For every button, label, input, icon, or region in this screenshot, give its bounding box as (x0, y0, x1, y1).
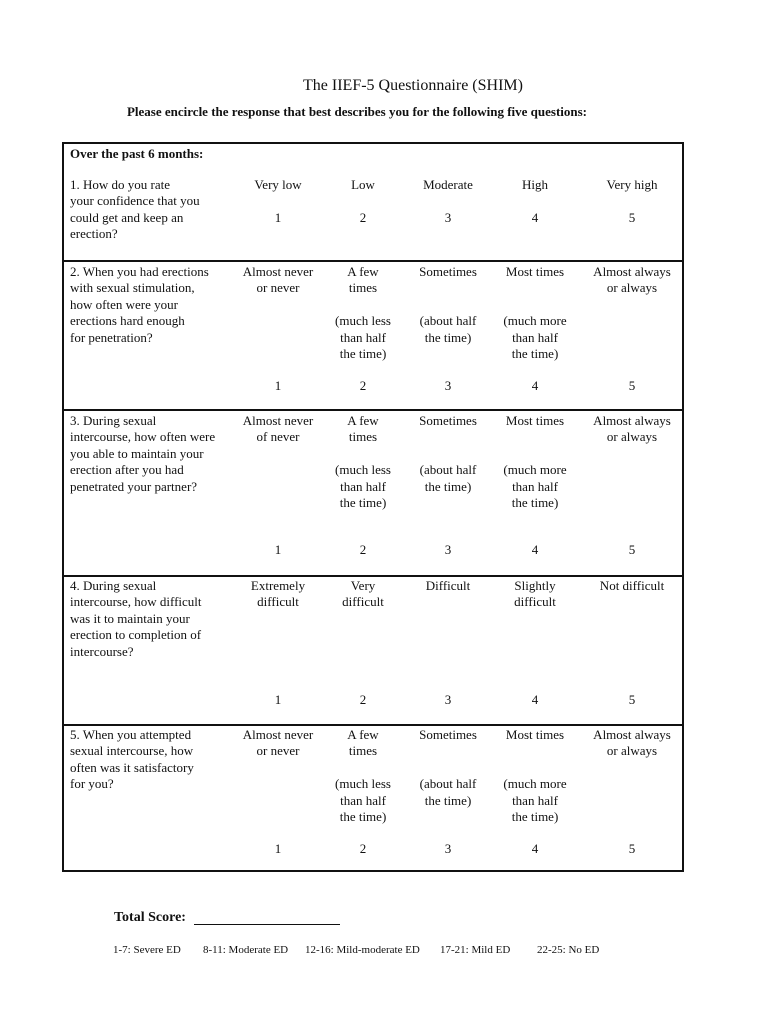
option-score[interactable]: 5 (628, 210, 636, 225)
question-row-3 (64, 409, 682, 575)
option-label: Sometimes (about half the time) (419, 264, 477, 345)
option-score[interactable]: 3 (444, 841, 452, 856)
option-score[interactable]: 3 (444, 210, 452, 225)
option-label: Very difficult (342, 578, 384, 610)
instruction-text: Please encircle the response that best describes you for the following five questions: (126, 104, 587, 119)
option-label: Difficult (425, 578, 471, 593)
option-label: Most times (much more than half the time) (503, 264, 567, 362)
question-text: 3. During sexual intercourse, how often were you able to maintain your erection after you had penetrated your partner? (70, 413, 216, 494)
option-label: Almost never of never (242, 413, 314, 445)
option-score[interactable]: 5 (628, 692, 636, 707)
option-label: Very high (606, 177, 658, 192)
option-score[interactable]: 4 (531, 692, 539, 707)
option-score[interactable]: 1 (274, 692, 282, 707)
option-label: Most times (much more than half the time) (503, 413, 567, 511)
question-text: 1. How do you rate your confidence that you could get and keep an erection? (70, 177, 200, 242)
option-score[interactable]: 2 (359, 692, 367, 707)
option-score[interactable]: 3 (444, 378, 452, 393)
option-score[interactable]: 2 (359, 378, 367, 393)
option-score[interactable]: 5 (628, 542, 636, 557)
option-label: Almost always or always (593, 413, 671, 445)
option-label: Extremely difficult (250, 578, 306, 610)
total-score-blank[interactable] (194, 924, 340, 925)
option-score[interactable]: 4 (531, 378, 539, 393)
option-score[interactable]: 1 (274, 210, 282, 225)
total-score-label: Total Score: (114, 910, 186, 925)
option-score[interactable]: 1 (274, 841, 282, 856)
option-label: Low (351, 177, 375, 192)
option-label: Slightly difficult (514, 578, 556, 610)
legend-item-severe: 1-7: Severe ED (113, 944, 181, 956)
option-label: Sometimes (about half the time) (419, 413, 477, 494)
legend-item-mild: 17-21: Mild ED (440, 944, 511, 956)
option-label: Almost never or never (242, 727, 314, 759)
option-label: Moderate (423, 177, 473, 192)
option-label: A few times (much less than half the time) (335, 727, 391, 825)
legend-item-no-ed: 22-25: No ED (537, 944, 600, 956)
question-row-4 (64, 575, 682, 724)
option-score[interactable]: 2 (359, 542, 367, 557)
question-row-5 (64, 724, 682, 872)
question-text: 5. When you attempted sexual intercourse, how often was it satisfactory for you? (70, 727, 194, 792)
legend-item-moderate: 8-11: Moderate ED (203, 944, 289, 956)
question-text: 4. During sexual intercourse, how difficult was it to maintain your erection to completion of intercourse? (70, 578, 202, 659)
option-label: Not difficult (599, 578, 665, 593)
option-label: Almost never or never (242, 264, 314, 296)
option-score[interactable]: 4 (531, 542, 539, 557)
questionnaire-table (62, 142, 684, 872)
option-score[interactable]: 5 (628, 841, 636, 856)
option-score[interactable]: 3 (444, 542, 452, 557)
period-header: Over the past 6 months: (70, 146, 204, 161)
legend-item-mild-moderate: 12-16: Mild-moderate ED (305, 944, 420, 956)
question-row-2 (64, 260, 682, 409)
option-label: A few times (much less than half the time) (335, 413, 391, 511)
option-score[interactable]: 2 (359, 210, 367, 225)
question-row-1 (64, 144, 682, 260)
option-score[interactable]: 2 (359, 841, 367, 856)
option-label: Sometimes (about half the time) (419, 727, 477, 808)
option-score[interactable]: 3 (444, 692, 452, 707)
option-label: Most times (much more than half the time) (503, 727, 567, 825)
option-label: Almost always or always (593, 727, 671, 759)
option-label: Almost always or always (593, 264, 671, 296)
option-label: Very low (254, 177, 302, 192)
option-score[interactable]: 1 (274, 378, 282, 393)
option-score[interactable]: 1 (274, 542, 282, 557)
option-label: High (522, 177, 548, 192)
page-title: The IIEF-5 Questionnaire (SHIM) (303, 77, 523, 94)
option-score[interactable]: 4 (531, 210, 539, 225)
option-score[interactable]: 4 (531, 841, 539, 856)
option-score[interactable]: 5 (628, 378, 636, 393)
option-label: A few times (much less than half the time) (335, 264, 391, 362)
question-text: 2. When you had erections with sexual stimulation, how often were your erections hard enough for penetration? (70, 264, 209, 345)
